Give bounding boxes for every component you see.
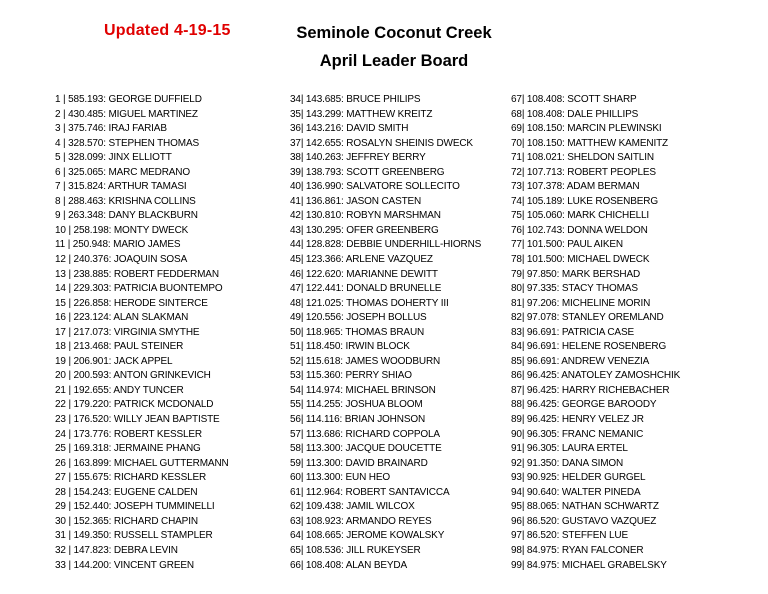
- leaderboard-entry: 72| 107.713: ROBERT PEOPLES: [511, 166, 656, 178]
- leaderboard-entry: 56| 114.116: BRIAN JOHNSON: [290, 414, 426, 426]
- leaderboard-entry: 20 | 200.593: ANTON GRINKEVICH: [55, 370, 211, 382]
- leaderboard-entry: 92| 91.350: DANA SIMON: [511, 457, 624, 469]
- leaderboard-entry: 74| 105.189: LUKE ROSENBERG: [511, 195, 658, 207]
- leaderboard-entry: 2 | 430.485: MIGUEL MARTINEZ: [55, 108, 198, 120]
- leaderboard-entry: 30 | 152.365: RICHARD CHAPIN: [55, 515, 198, 527]
- leaderboard-entry: 91| 96.305: LAURA ERTEL: [511, 443, 628, 455]
- leaderboard-entry: 96| 86.520: GUSTAVO VAZQUEZ: [511, 515, 657, 527]
- leaderboard-entry: 17 | 217.073: VIRGINIA SMYTHE: [55, 326, 200, 338]
- leaderboard-entry: 87| 96.425: HARRY RICHEBACHER: [511, 384, 670, 396]
- leaderboard-entry: 81| 97.206: MICHELINE MORIN: [511, 297, 651, 309]
- leaderboard-entry: 79| 97.850: MARK BERSHAD: [511, 268, 641, 280]
- leaderboard-entry: 90| 96.305: FRANC NEMANIC: [511, 428, 644, 440]
- leaderboard-entry: 71| 108.021: SHELDON SAITLIN: [511, 152, 654, 164]
- leaderboard-entry: 33 | 144.200: VINCENT GREEN: [55, 559, 194, 571]
- leaderboard-entry: 23 | 176.520: WILLY JEAN BAPTISTE: [55, 414, 220, 426]
- leaderboard-entry: 40| 136.990: SALVATORE SOLLECITO: [290, 181, 460, 193]
- leaderboard-entry: 55| 114.255: JOSHUA BLOOM: [290, 399, 423, 411]
- leaderboard-entry: 35| 143.299: MATTHEW KREITZ: [290, 108, 433, 120]
- leaderboard-entry: 73| 107.378: ADAM BERMAN: [511, 181, 640, 193]
- leaderboard-entry: 9 | 263.348: DANY BLACKBURN: [55, 210, 198, 222]
- leaderboard-entry: 5 | 328.099: JINX ELLIOTT: [55, 152, 172, 164]
- leaderboard-entry: 22 | 179.220: PATRICK MCDONALD: [55, 399, 214, 411]
- page-title: Seminole Coconut Creek: [296, 24, 492, 42]
- leaderboard-entry: 10 | 258.198: MONTY DWECK: [55, 224, 189, 236]
- leaderboard-entry: 25 | 169.318: JERMAINE PHANG: [55, 443, 201, 455]
- leaderboard-entry: 34| 143.685: BRUCE PHILIPS: [290, 94, 421, 105]
- leaderboard-entry: 53| 115.360: PERRY SHIAO: [290, 370, 412, 382]
- leaderboard-entry: 7 | 315.824: ARTHUR TAMASI: [55, 181, 187, 193]
- leaderboard-entry: 93| 90.925: HELDER GURGEL: [511, 472, 646, 484]
- leaderboard-entry: 59| 113.300: DAVID BRAINARD: [290, 457, 428, 469]
- page-subtitle: April Leader Board: [319, 52, 469, 70]
- leaderboard-entry: 8 | 288.463: KRISHNA COLLINS: [55, 195, 196, 207]
- leaderboard-entry: 88| 96.425: GEORGE BAROODY: [511, 399, 657, 411]
- leaderboard-entry: 41| 136.861: JASON CASTEN: [290, 195, 422, 207]
- leaderboard-entry: 28 | 154.243: EUGENE CALDEN: [55, 486, 198, 498]
- leaderboard-entry: 49| 120.556: JOSEPH BOLLUS: [290, 312, 427, 324]
- leaderboard-entry: 42| 130.810: ROBYN MARSHMAN: [290, 210, 441, 222]
- leaderboard-entry: 95| 88.065: NATHAN SCHWARTZ: [511, 501, 659, 513]
- leaderboard-entry: 11 | 250.948: MARIO JAMES: [55, 239, 181, 251]
- leaderboard-entry: 19 | 206.901: JACK APPEL: [55, 355, 173, 367]
- leaderboard-entry: 83| 96.691: PATRICIA CASE: [511, 326, 634, 338]
- leaderboard-entry: 12 | 240.376: JOAQUIN SOSA: [55, 254, 188, 266]
- leaderboard-entry: 21 | 192.655: ANDY TUNCER: [55, 384, 184, 396]
- leaderboard-entry: 77| 101.500: PAUL AIKEN: [511, 239, 623, 251]
- leaderboard-entry: 45| 123.366: ARLENE VAZQUEZ: [290, 254, 433, 266]
- leaderboard-entry: 26 | 163.899: MICHAEL GUTTERMANN: [55, 457, 229, 469]
- leaderboard-entry: 29 | 152.440: JOSEPH TUMMINELLI: [55, 501, 215, 513]
- leaderboard-entry: 38| 140.263: JEFFREY BERRY: [290, 152, 426, 164]
- leaderboard-entry: 65| 108.536: JILL RUKEYSER: [290, 544, 421, 556]
- leaderboard-entry: 80| 97.335: STACY THOMAS: [511, 283, 638, 295]
- leaderboard-entry: 60| 113.300: EUN HEO: [290, 472, 391, 484]
- leaderboard-column-2: [290, 93, 481, 573]
- leaderboard-entry: 37| 142.655: ROSALYN SHEINIS DWECK: [290, 137, 473, 149]
- leaderboard-entry: 66| 108.408: ALAN BEYDA: [290, 559, 408, 571]
- leaderboard-entry: 86| 96.425: ANATOLEY ZAMOSHCHIK: [511, 370, 681, 382]
- leaderboard-entry: 15 | 226.858: HERODE SINTERCE: [55, 297, 208, 309]
- leaderboard-entry: 61| 112.964: ROBERT SANTAVICCA: [290, 486, 450, 498]
- leaderboard-entry: 78| 101.500: MICHAEL DWECK: [511, 254, 650, 266]
- leaderboard-entry: 64| 108.665: JEROME KOWALSKY: [290, 530, 445, 542]
- leaderboard-entry: 82| 97.078: STANLEY OREMLAND: [511, 312, 664, 324]
- leaderboard-entry: 32 | 147.823: DEBRA LEVIN: [55, 544, 178, 556]
- leaderboard-entry: 76| 102.743: DONNA WELDON: [511, 224, 648, 236]
- leaderboard-entry: 97| 86.520: STEFFEN LUE: [511, 530, 628, 542]
- leaderboard-entry: 63| 108.923: ARMANDO REYES: [290, 515, 432, 527]
- leaderboard-column-1: [55, 93, 229, 573]
- leaderboard-entry: 50| 118.965: THOMAS BRAUN: [290, 326, 425, 338]
- leaderboard-entry: 69| 108.150: MARCIN PLEWINSKI: [511, 123, 662, 135]
- leaderboard-entry: 44| 128.828: DEBBIE UNDERHILL-HIORNS: [290, 239, 482, 251]
- leaderboard-entry: 99| 84.975: MICHAEL GRABELSKY: [511, 559, 667, 571]
- leaderboard-entry: 85| 96.691: ANDREW VENEZIA: [511, 355, 650, 367]
- leaderboard-entry: 75| 105.060: MARK CHICHELLI: [511, 210, 650, 222]
- leaderboard-entry: 13 | 238.885: ROBERT FEDDERMAN: [55, 268, 219, 280]
- leaderboard-entry: 1 | 585.193: GEORGE DUFFIELD: [55, 94, 202, 105]
- leaderboard-entry: 3 | 375.746: IRAJ FARIAB: [55, 123, 167, 135]
- leaderboard-entry: 67| 108.408: SCOTT SHARP: [511, 94, 637, 105]
- leaderboard-entry: 18 | 213.468: PAUL STEINER: [55, 341, 184, 353]
- leaderboard-entry: 68| 108.408: DALE PHILLIPS: [511, 108, 639, 120]
- leaderboard-entry: 54| 114.974: MICHAEL BRINSON: [290, 384, 436, 396]
- leaderboard-entry: 16 | 223.124: ALAN SLAKMAN: [55, 312, 189, 324]
- leaderboard-entry: 27 | 155.675: RICHARD KESSLER: [55, 472, 207, 484]
- leaderboard-entry: 94| 90.640: WALTER PINEDA: [511, 486, 641, 498]
- leaderboard-entry: 58| 113.300: JACQUE DOUCETTE: [290, 443, 442, 455]
- leaderboard-entry: 36| 143.216: DAVID SMITH: [290, 123, 409, 135]
- leaderboard-entry: 84| 96.691: HELENE ROSENBERG: [511, 341, 667, 353]
- leaderboard-entry: 62| 109.438: JAMIL WILCOX: [290, 501, 415, 513]
- leaderboard-entry: 4 | 328.570: STEPHEN THOMAS: [55, 137, 199, 149]
- leaderboard-entry: 70| 108.150: MATTHEW KAMENITZ: [511, 137, 668, 149]
- updated-date: Updated 4-19-15: [104, 22, 231, 39]
- leaderboard-entry: 46| 122.620: MARIANNE DEWITT: [290, 268, 438, 280]
- leaderboard-entry: 24 | 173.776: ROBERT KESSLER: [55, 428, 203, 440]
- leaderboard-entry: 51| 118.450: IRWIN BLOCK: [290, 341, 410, 353]
- leaderboard-entry: 6 | 325.065: MARC MEDRANO: [55, 166, 191, 178]
- leaderboard-entry: 98| 84.975: RYAN FALCONER: [511, 544, 644, 556]
- leaderboard-entry: 14 | 229.303: PATRICIA BUONTEMPO: [55, 283, 223, 295]
- leaderboard-entry: 57| 113.686: RICHARD COPPOLA: [290, 428, 440, 440]
- leaderboard-entry: 47| 122.441: DONALD BRUNELLE: [290, 283, 442, 295]
- leaderboard-entry: 48| 121.025: THOMAS DOHERTY III: [290, 297, 449, 309]
- leaderboard-entry: 52| 115.618: JAMES WOODBURN: [290, 355, 441, 367]
- leaderboard-column-3: [511, 93, 680, 573]
- leaderboard-entry: 39| 138.793: SCOTT GREENBERG: [290, 166, 445, 178]
- leaderboard-entry: 89| 96.425: HENRY VELEZ JR: [511, 414, 644, 426]
- leaderboard-entry: 43| 130.295: OFER GREENBERG: [290, 224, 439, 236]
- leaderboard-entry: 31 | 149.350: RUSSELL STAMPLER: [55, 530, 213, 542]
